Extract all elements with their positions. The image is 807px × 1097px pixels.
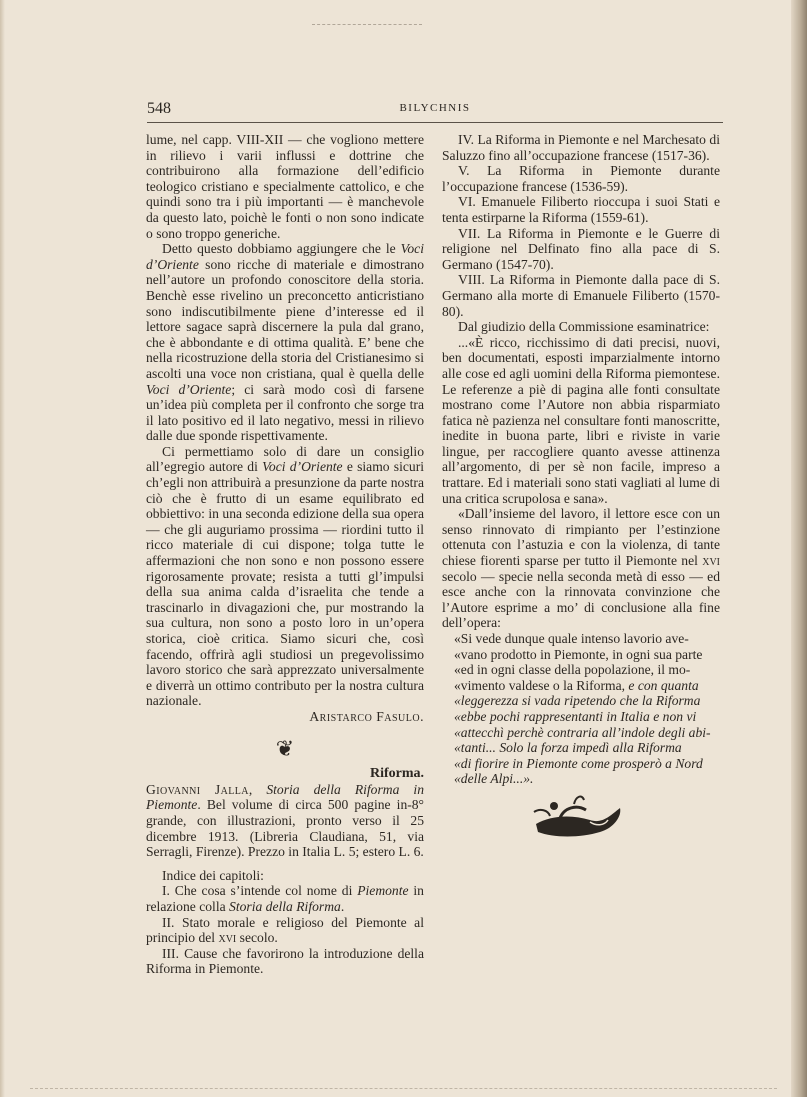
- book-author: Giovanni Jalla: [146, 781, 249, 797]
- book-entry: Giovanni Jalla, Storia della Riforma in Piemonte. Bel volume di circa 500 pagine in-8° grande, con illustrazioni, pronto verso il 25 dicembre 1913. (Libreria Claudiana, 51, via Serragli, Firenze). Prezzo in Italia L. 5; estero L. 6.: [146, 781, 424, 860]
- quote-line: «Si vede dunque quale intenso lavorio ave-: [454, 631, 689, 646]
- conclusion-quote: [442, 631, 720, 787]
- quotation: «Dall’insieme del lavoro, il lettore esce con un senso rinnovato di rimpianto per l’estinzione ottenuta con l’astuzia e con la violenza, di tante chiese fiorenti sparse per tutto il Piemonte nel xvi secolo — specie nella seconda metà di esso — ed esce anche con la rinnovata convinzione che l’Autore esprime a mo’ di conclusione alla fine dell’opera:: [442, 506, 720, 631]
- quote-line: «leggerezza si vada ripetendo che la Riforma: [454, 693, 701, 709]
- quote-line: «vimento valdese o la Riforma, e con quanta: [454, 677, 699, 693]
- chapter-item: VI. Emanuele Filiberto rioccupa i suoi Stati e tenta estirparne la Riforma (1559-61).: [442, 194, 720, 225]
- quote-line: «ed in ogni classe della popolazione, il mo-: [454, 662, 691, 678]
- binding-mark: [312, 14, 422, 25]
- index-heading: Indice dei capitoli:: [162, 867, 264, 883]
- header-rule: [147, 122, 723, 123]
- work-title: Voci d’Oriente: [146, 241, 424, 272]
- journal-title: BILYCHNIS: [399, 102, 471, 114]
- work-title: Voci d’Oriente: [262, 459, 343, 475]
- section-heading: Riforma.: [369, 766, 424, 782]
- page-edge-left: [0, 0, 5, 1097]
- chapter-item: VII. La Riforma in Piemonte e le Guerre di religione nel Delfinato fino alla pace di S. Germano (1547-70).: [442, 225, 720, 272]
- quotation: ...«È ricco, ricchissimo di dati precisi, nuovi, ben documentati, esposti imparzialmente intorno alle cose ed agli uomini della Riforma piemontese. Le referenze a piè di pagina alle fonti consultate mostrano come l’Autore non abbia risparmiato fatica nè pazienza nel consultare fonti manoscritte, inedite in buona parte, libri e riviste in varie lingue, per raccogliere quanto avesse attinenza all’argomento, di per sè non facile, impreso a trattare. Ed i materiali sono stati vagliati al lume di una critica scrupolosa e sana».: [442, 334, 720, 506]
- paragraph: Detto questo dobbiamo aggiungere che le Voci d’Oriente sono ricche di materiale e dimostrano nell’autore un profondo conoscitore della storia. Benchè esse rivelino un preconcetto anticristiano sono indiscutibilmente piene d’interesse ed il lettore sagace saprà discernere la pula dal grano, che è abbondante e di ottima qualità. E’ bene che nella ricostruzione della storia del Cristianesimo si ascolti una voce non cristiana, qual è quella delle Voci d’Oriente; ci sarà modo così di farsene un’idea più completa per il confronto che sorge tra il lato positivo ed il lato negativo, messi in rilievo dalle due sponde rispettivamente.: [146, 241, 424, 444]
- chapter-item: IV. La Riforma in Piemonte e nel Marchesato di Saluzzo fino all’occupazione francese (1517-36).: [442, 132, 720, 163]
- chapter-item: I. Che cosa s’intende col nome di Piemonte in relazione colla Storia della Riforma.: [146, 883, 424, 914]
- page-edge-right: [791, 0, 807, 1097]
- paragraph: Ci permettiamo solo di dare un consiglio all’egregio autore di Voci d’Oriente e siamo sicuri ch’egli non attribuirà a presunzione da parte nostra ciò che è frutto di un esame equilibrato ed obbiettivo: in una seconda edizione della sua opera — che gli auguriamo prossima — riordini tutto il ricco materiale di cui dispone; tolga tutte le affermazioni che non sono e non possono essere rigorosamente provate; resista a tutti gl’impulsi della sua anima calda d’israelita che tende a trascinarlo in divagazioni che, pur mostrando la sua cultura, non sono a posto loro in un’opera storica, cioè critica. Siamo sicuri che, così facendo, offrirà agli studiosi un pregevolissimo lavoro storico che sarà apprezzato universalmente e diverrà un ottimo contributo per la nostra cultura nazionale.: [146, 443, 424, 709]
- right-column: [442, 132, 720, 787]
- book-title: Storia della Riforma in Piemonte: [146, 781, 424, 813]
- fleuron-ornament-icon: ❦: [275, 735, 295, 761]
- review-signature: [146, 709, 424, 725]
- page-number: 548: [147, 100, 171, 117]
- work-title: Voci d’Oriente: [146, 381, 232, 397]
- quote-line: «ebbe pochi rappresentanti in Italia e non vi: [454, 708, 697, 724]
- quote-line: «attecchì perchè contraria all’indole degli abi-: [454, 724, 711, 740]
- judgment-intro: Dal giudizio della Commissione esaminatrice:: [458, 319, 710, 335]
- chapter-item: VIII. La Riforma in Piemonte dalla pace di S. Germano alla morte di Emanuele Filiberto (1570-80).: [442, 272, 720, 319]
- chapter-item: V. La Riforma in Piemonte durante l’occupazione francese (1536-59).: [442, 163, 720, 194]
- quote-line: «delle Alpi...».: [454, 771, 534, 787]
- quote-line: «di fiorire in Piemonte come prosperò a Nord: [454, 755, 703, 771]
- running-head: [147, 100, 723, 120]
- quote-line: «vano prodotto in Piemonte, in ogni sua parte: [454, 646, 703, 662]
- paragraph: lume, nel capp. VIII-XII — che vogliono mettere in rilievo i varii influssi e dottrine che contribuirono alla formazione dell’edificio teologico cristiano e specialmente cattolico, e che quindi sono tra i più importanti — è manchevole da questo lato, poichè le fonti o non sono indicate o sono troppo generiche.: [146, 132, 424, 241]
- oil-lamp-ornament-icon: [530, 786, 626, 840]
- page-bottom-edge: [30, 1084, 777, 1089]
- quote-line: «tanti... Solo la forza impedì alla Riforma: [454, 740, 682, 756]
- chapter-item: II. Stato morale e religioso del Piemonte al principio del xvi secolo.: [146, 914, 424, 946]
- left-column: [146, 132, 424, 977]
- reviewer-name: Aristarco Fasulo.: [309, 708, 424, 724]
- chapter-item: III. Cause che favorirono la introduzione della Riforma in Piemonte.: [146, 945, 424, 977]
